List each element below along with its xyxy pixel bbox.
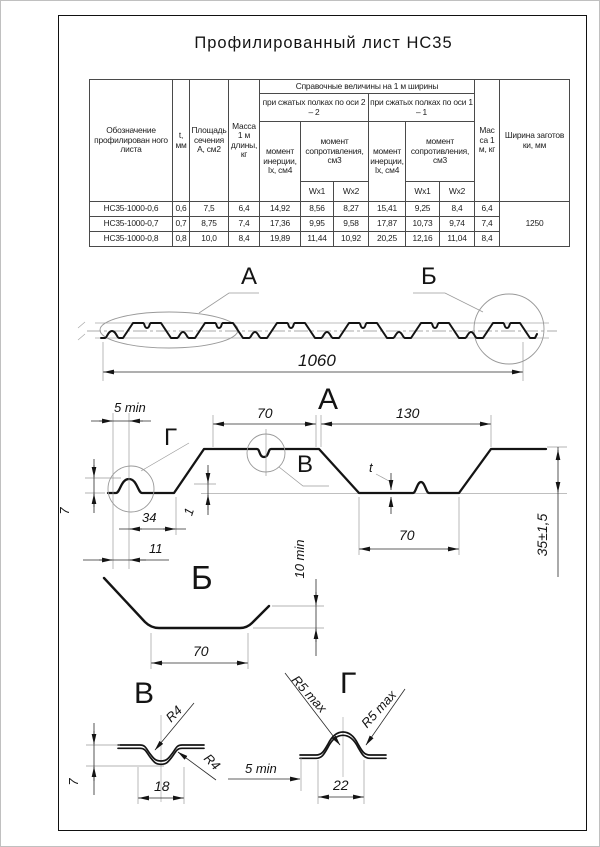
sheet-profile-overview: [101, 323, 537, 338]
detail-label-v: В: [297, 451, 314, 478]
table-cell: 7,4: [475, 217, 500, 232]
dim-label-v-7: 7: [66, 778, 81, 786]
table-cell: 14,92: [260, 202, 301, 217]
dim-label-35: 35±1,5: [534, 513, 550, 557]
dim-label-70-top: 70: [257, 405, 273, 421]
dim-label-11: 11: [149, 541, 163, 556]
table-cell: 10,73: [406, 217, 440, 232]
table-cell: 0,7: [173, 217, 190, 232]
detail-label-g: Г: [164, 424, 177, 451]
table-cell: 8,56: [301, 202, 334, 217]
section-b-title: Б: [191, 559, 213, 596]
table-cell: 17,87: [369, 217, 406, 232]
col-header-wx2: Wx2: [440, 182, 475, 202]
col-header-axis11: при сжатых полках по оси 1 – 1: [369, 94, 475, 122]
dim-label-1: 1: [180, 505, 197, 518]
col-header-resistance22: момент сопротивления, см3: [301, 122, 369, 182]
col-header-inertia22: момент инерции, Ix, см4: [260, 122, 301, 202]
table-cell-blank-width: 1250: [500, 202, 570, 247]
table-cell: 10,0: [190, 232, 229, 247]
table-cell: 15,41: [369, 202, 406, 217]
col-header-wx1: Wx1: [406, 182, 440, 202]
dim-lines-section-b: [151, 579, 316, 663]
detail-circle-b: [474, 294, 544, 364]
dim-label-b-70: 70: [193, 643, 209, 659]
table-cell: 11,44: [301, 232, 334, 247]
section-g-title: Г: [340, 667, 357, 700]
extension-lines-section-b: [151, 606, 324, 669]
table-cell: 8,27: [334, 202, 369, 217]
dim-label-5min: 5 min: [114, 400, 146, 415]
table-cell: НС35-1000-0,7: [90, 217, 173, 232]
detail-circle-g: [108, 466, 154, 512]
table-cell: НС35-1000-0,8: [90, 232, 173, 247]
callout-label-a: А: [241, 263, 258, 290]
dim-label-g-5min: 5 min: [245, 761, 277, 776]
col-header-thickness: t, мм: [173, 80, 190, 202]
dim-label-1060: 1060: [298, 351, 336, 370]
table-cell: НС35-1000-0,6: [90, 202, 173, 217]
sheet-profile-section-b: [104, 578, 269, 628]
table-cell: 17,36: [260, 217, 301, 232]
table-cell: 10,92: [334, 232, 369, 247]
dim-label-18: 18: [154, 778, 170, 794]
table-cell: 7,4: [229, 217, 260, 232]
table-cell: 8,4: [440, 202, 475, 217]
table-cell: 19,89: [260, 232, 301, 247]
radius-label-r4-1: R4: [162, 702, 185, 725]
col-header-wx2: Wx2: [334, 182, 369, 202]
table-cell: 8,4: [229, 232, 260, 247]
table-cell: 0,8: [173, 232, 190, 247]
table-cell: 9,74: [440, 217, 475, 232]
col-header-designation: Обозначение профилирован ного листа: [90, 80, 173, 202]
detail-ellipse-a: [100, 312, 238, 348]
extension-lines-section-v: [86, 745, 184, 804]
section-v-title: В: [134, 677, 155, 710]
dim-label-7: 7: [57, 507, 72, 515]
col-header-inertia11: момент инерции, Ix, см4: [369, 122, 406, 202]
col-header-resistance11: момент сопротивления, см3: [406, 122, 475, 182]
dim-label-t: t: [369, 460, 373, 475]
col-header-reference: Справочные величины на 1 м ширины: [260, 80, 475, 94]
sheet-profile-section-a: [108, 449, 546, 493]
table-cell: 6,4: [229, 202, 260, 217]
radius-label-r5-1: R5 max: [288, 672, 330, 716]
leader-callout-a: [199, 293, 259, 313]
dim-label-34: 34: [142, 510, 157, 525]
col-header-axis22: при сжатых полках по оси 2 – 2: [260, 94, 369, 122]
table-cell: 11,04: [440, 232, 475, 247]
table-cell: 9,25: [406, 202, 440, 217]
table-cell: 6,4: [475, 202, 500, 217]
col-header-area: Площадь сечения А, см2: [190, 80, 229, 202]
dim-label-130: 130: [396, 405, 420, 421]
callout-label-b: Б: [421, 263, 437, 290]
drawing-title: Профилированный лист НС35: [194, 34, 453, 52]
dim-label-22: 22: [333, 777, 349, 793]
col-header-blank-width: Ширина заготов ки, мм: [500, 80, 570, 202]
radius-label-r4-2: R4: [201, 750, 224, 773]
table-cell: 9,95: [301, 217, 334, 232]
profile-drawing: [1, 1, 600, 847]
table-cell: 12,16: [406, 232, 440, 247]
table-cell: 8,4: [475, 232, 500, 247]
table-cell: 8,75: [190, 217, 229, 232]
col-header-mass1m: Мас са 1 м, кг: [475, 80, 500, 202]
table-cell: 20,25: [369, 232, 406, 247]
section-a-title: А: [318, 383, 339, 416]
table-cell: 0,6: [173, 202, 190, 217]
radius-label-r5-2: R5 max: [358, 687, 400, 731]
dim-label-70-bottom: 70: [399, 527, 415, 543]
table-cell: 7,5: [190, 202, 229, 217]
dim-label-10min: 10 min: [292, 539, 307, 579]
leader-callout-b: [413, 293, 483, 312]
table-cell: 9,58: [334, 217, 369, 232]
col-header-wx1: Wx1: [301, 182, 334, 202]
col-header-mass-length: Масса 1 м длины, кг: [229, 80, 260, 202]
